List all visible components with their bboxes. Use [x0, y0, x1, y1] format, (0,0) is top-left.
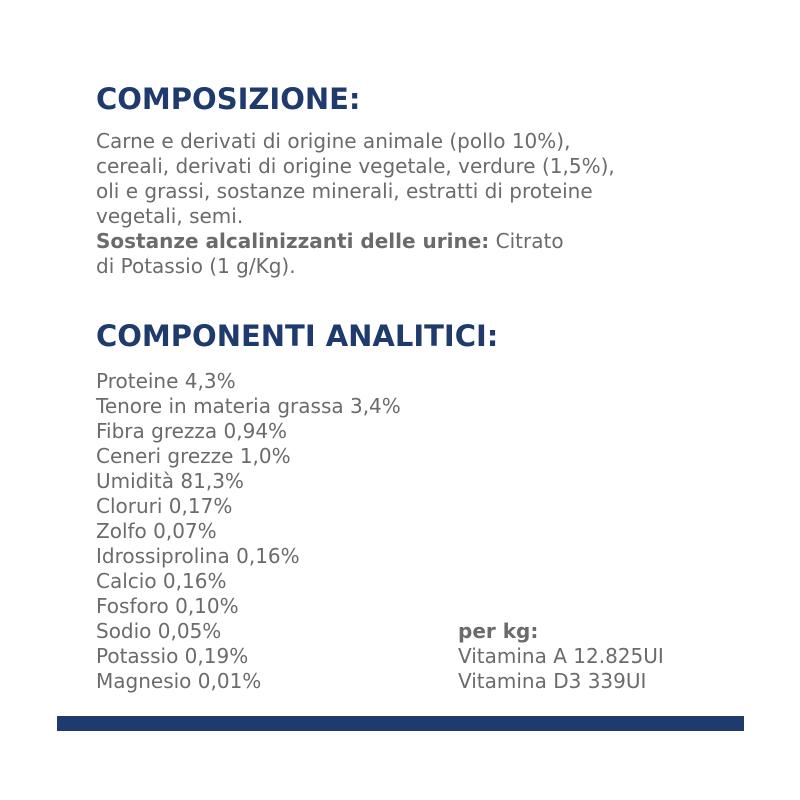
bottom-divider-bar [57, 716, 744, 731]
list-item: Idrossiprolina 0,16% [96, 544, 300, 568]
alkalizing-label: Sostanze alcalinizzanti delle urine: [96, 229, 490, 253]
per-kg-block [458, 619, 664, 694]
composizione-line: Carne e derivati di origine animale (pollo 10%), [96, 129, 571, 153]
composizione-line: cereali, derivati di origine vegetale, verdure (1,5%), [96, 154, 615, 178]
list-item: Ceneri grezze 1,0% [96, 444, 291, 468]
list-item: Potassio 0,19% [96, 644, 249, 668]
list-item: Sodio 0,05% [96, 619, 222, 643]
list-item: Zolfo 0,07% [96, 519, 217, 543]
alkalizing-value: Citrato [489, 229, 564, 253]
list-item: Umidità 81,3% [96, 469, 244, 493]
alkalizing-value-cont: di Potassio (1 g/Kg). [96, 254, 296, 278]
composizione-line: vegetali, semi. [96, 204, 244, 228]
per-kg-title: per kg: [458, 619, 539, 643]
composizione-heading: COMPOSIZIONE: [96, 82, 361, 116]
vitamin-item: Vitamina D3 339UI [458, 669, 647, 693]
list-item: Cloruri 0,17% [96, 494, 233, 518]
vitamin-item: Vitamina A 12.825UI [458, 644, 664, 668]
componenti-analitici-heading: COMPONENTI ANALITICI: [96, 319, 499, 353]
list-item: Fosforo 0,10% [96, 594, 239, 618]
alkalizing-line [96, 229, 736, 254]
list-item: Tenore in materia grassa 3,4% [96, 394, 401, 418]
list-item: Fibra grezza 0,94% [96, 419, 288, 443]
composizione-text [96, 129, 736, 279]
analytical-list [96, 369, 401, 694]
list-item: Calcio 0,16% [96, 569, 227, 593]
composizione-line: oli e grassi, sostanze minerali, estratti di proteine [96, 179, 593, 203]
list-item: Magnesio 0,01% [96, 669, 262, 693]
list-item: Proteine 4,3% [96, 369, 236, 393]
